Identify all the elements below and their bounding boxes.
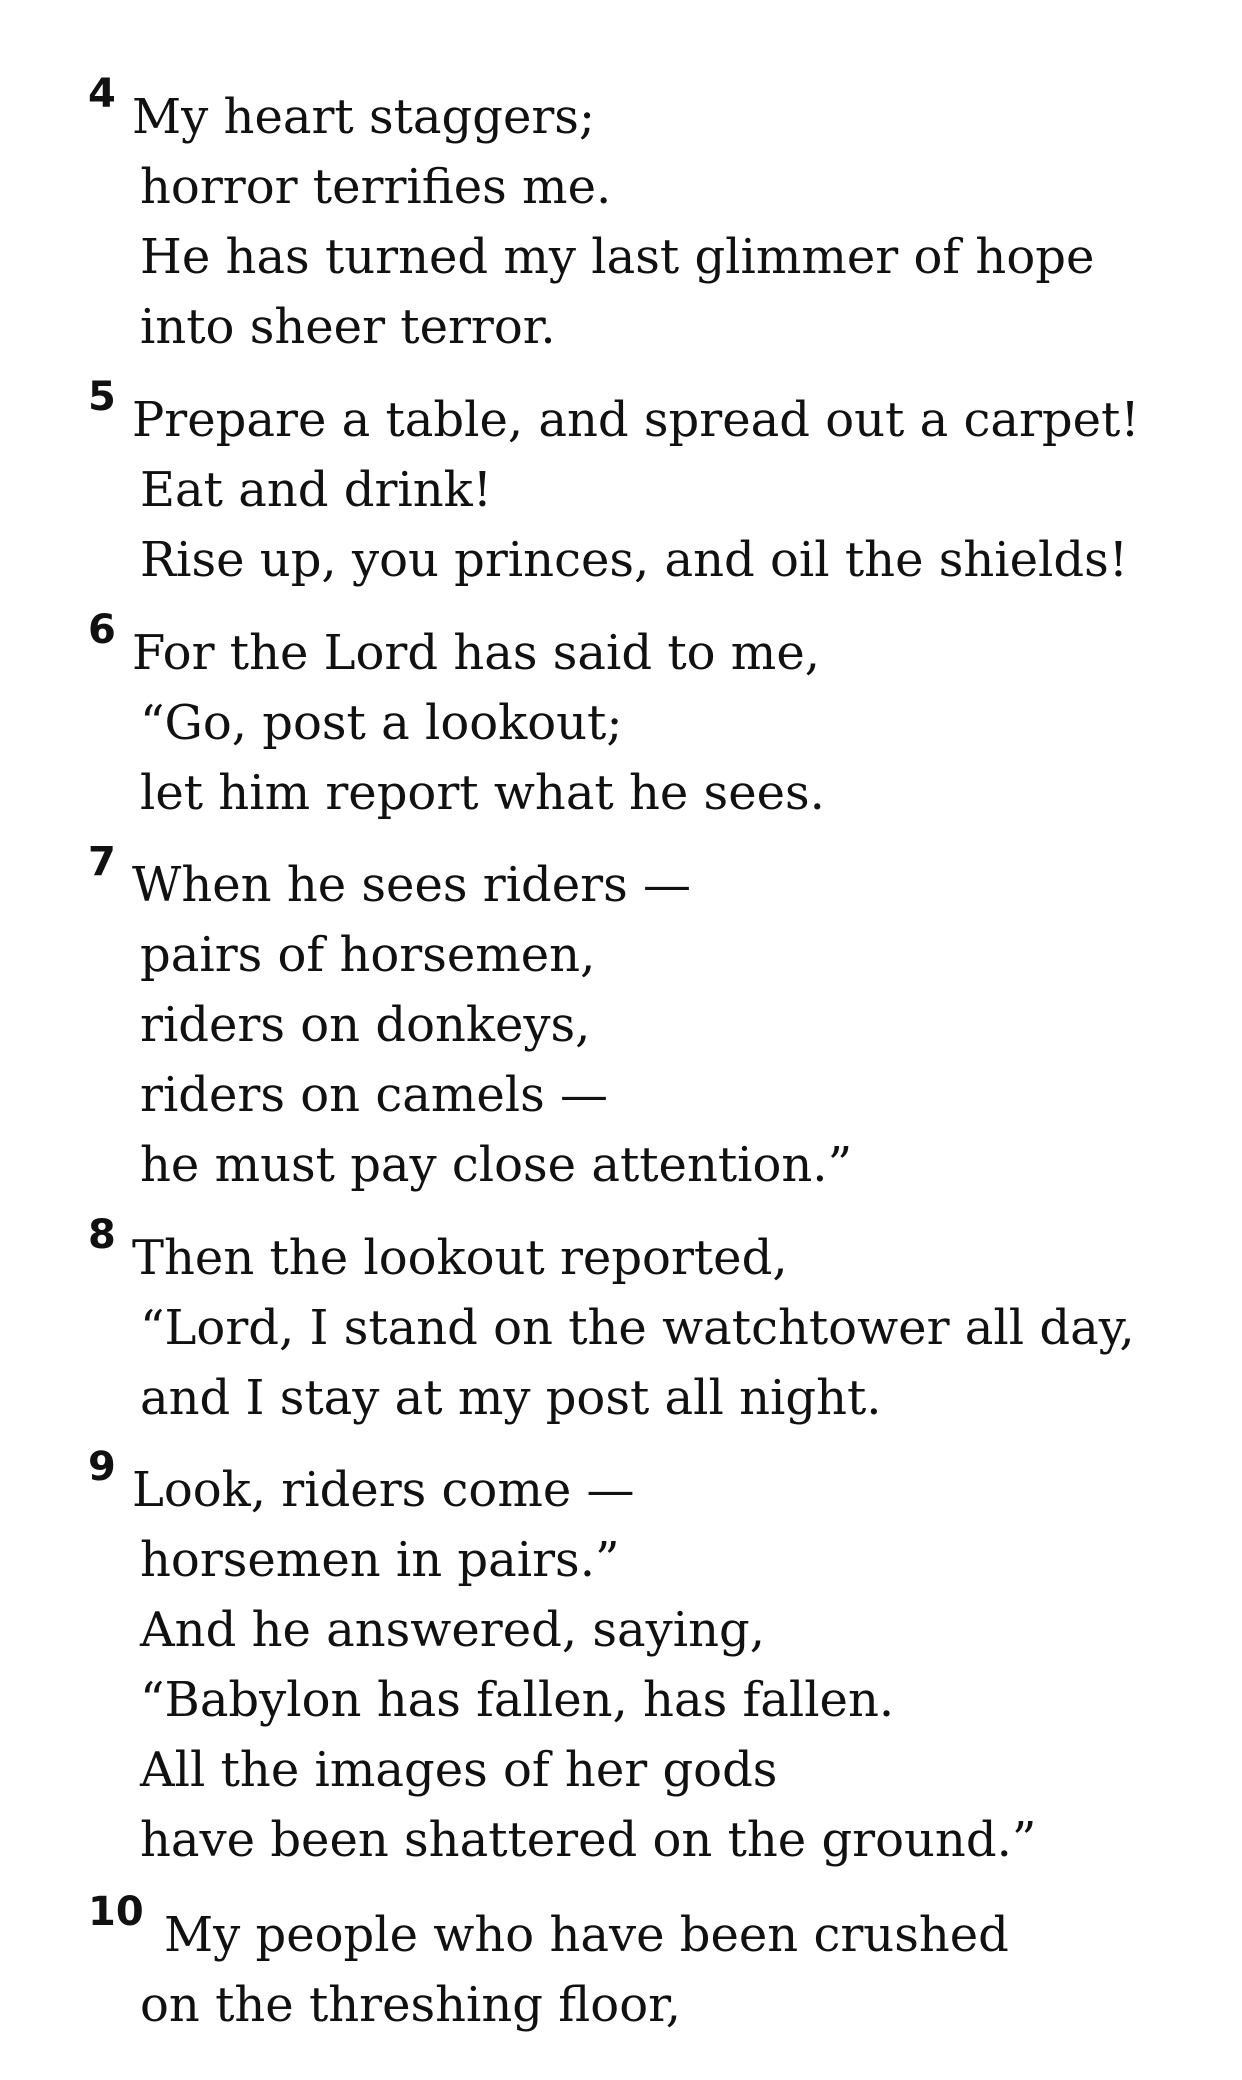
verse-number: 10 [88,1889,144,1935]
verse-line: And he answered, saying, [140,1602,766,1658]
verse-line: “Lord, I stand on the watchtower all day, [140,1300,1135,1356]
verse-line: “Babylon has fallen, has fallen. [140,1672,895,1728]
verse-4 [88,71,1188,362]
verse-line: horror terrifies me. [140,159,612,215]
verse-line: All the images of her gods [140,1742,778,1798]
verse-9 [88,1444,1188,1875]
verse-number: 7 [88,839,116,885]
verse-number: 8 [88,1212,116,1258]
verse-line: Eat and drink! [140,462,493,518]
verse-10 [88,1889,1188,2040]
verse-8 [88,1212,1188,1433]
verse-line: let him report what he sees. [140,765,825,821]
verse-line: When he sees riders — [132,857,692,913]
verse-line: Look, riders come — [132,1462,635,1518]
verse-number: 6 [88,607,116,653]
verse-line: Prepare a table, and spread out a carpet! [132,392,1140,448]
verse-5 [88,374,1188,595]
verse-line: My people who have been crushed [164,1907,1009,1963]
verse-line: “Go, post a lookout; [140,695,623,751]
verse-line: pairs of horsemen, [140,927,596,983]
verse-line: and I stay at my post all night. [140,1370,882,1426]
verse-line: he must pay close attention.” [140,1137,853,1193]
verse-line: riders on donkeys, [140,997,591,1053]
verse-number: 5 [88,374,116,420]
verse-line: He has turned my last glimmer of hope [140,229,1095,285]
verse-line: horsemen in pairs.” [140,1532,620,1588]
verse-line: riders on camels — [140,1067,608,1123]
verse-7 [88,839,1188,1200]
verse-number: 9 [88,1444,116,1490]
verse-line: Rise up, you princes, and oil the shields! [140,532,1129,588]
verse-number: 4 [88,71,116,117]
verse-line: on the threshing floor, [140,1977,682,2033]
verse-line: have been shattered on the ground.” [140,1812,1037,1868]
verse-line: My heart staggers; [132,89,596,145]
verse-line: For the Lord has said to me, [132,625,820,681]
verse-line: into sheer terror. [140,299,556,355]
verse-6 [88,607,1188,828]
verse-line: Then the lookout reported, [132,1230,788,1286]
